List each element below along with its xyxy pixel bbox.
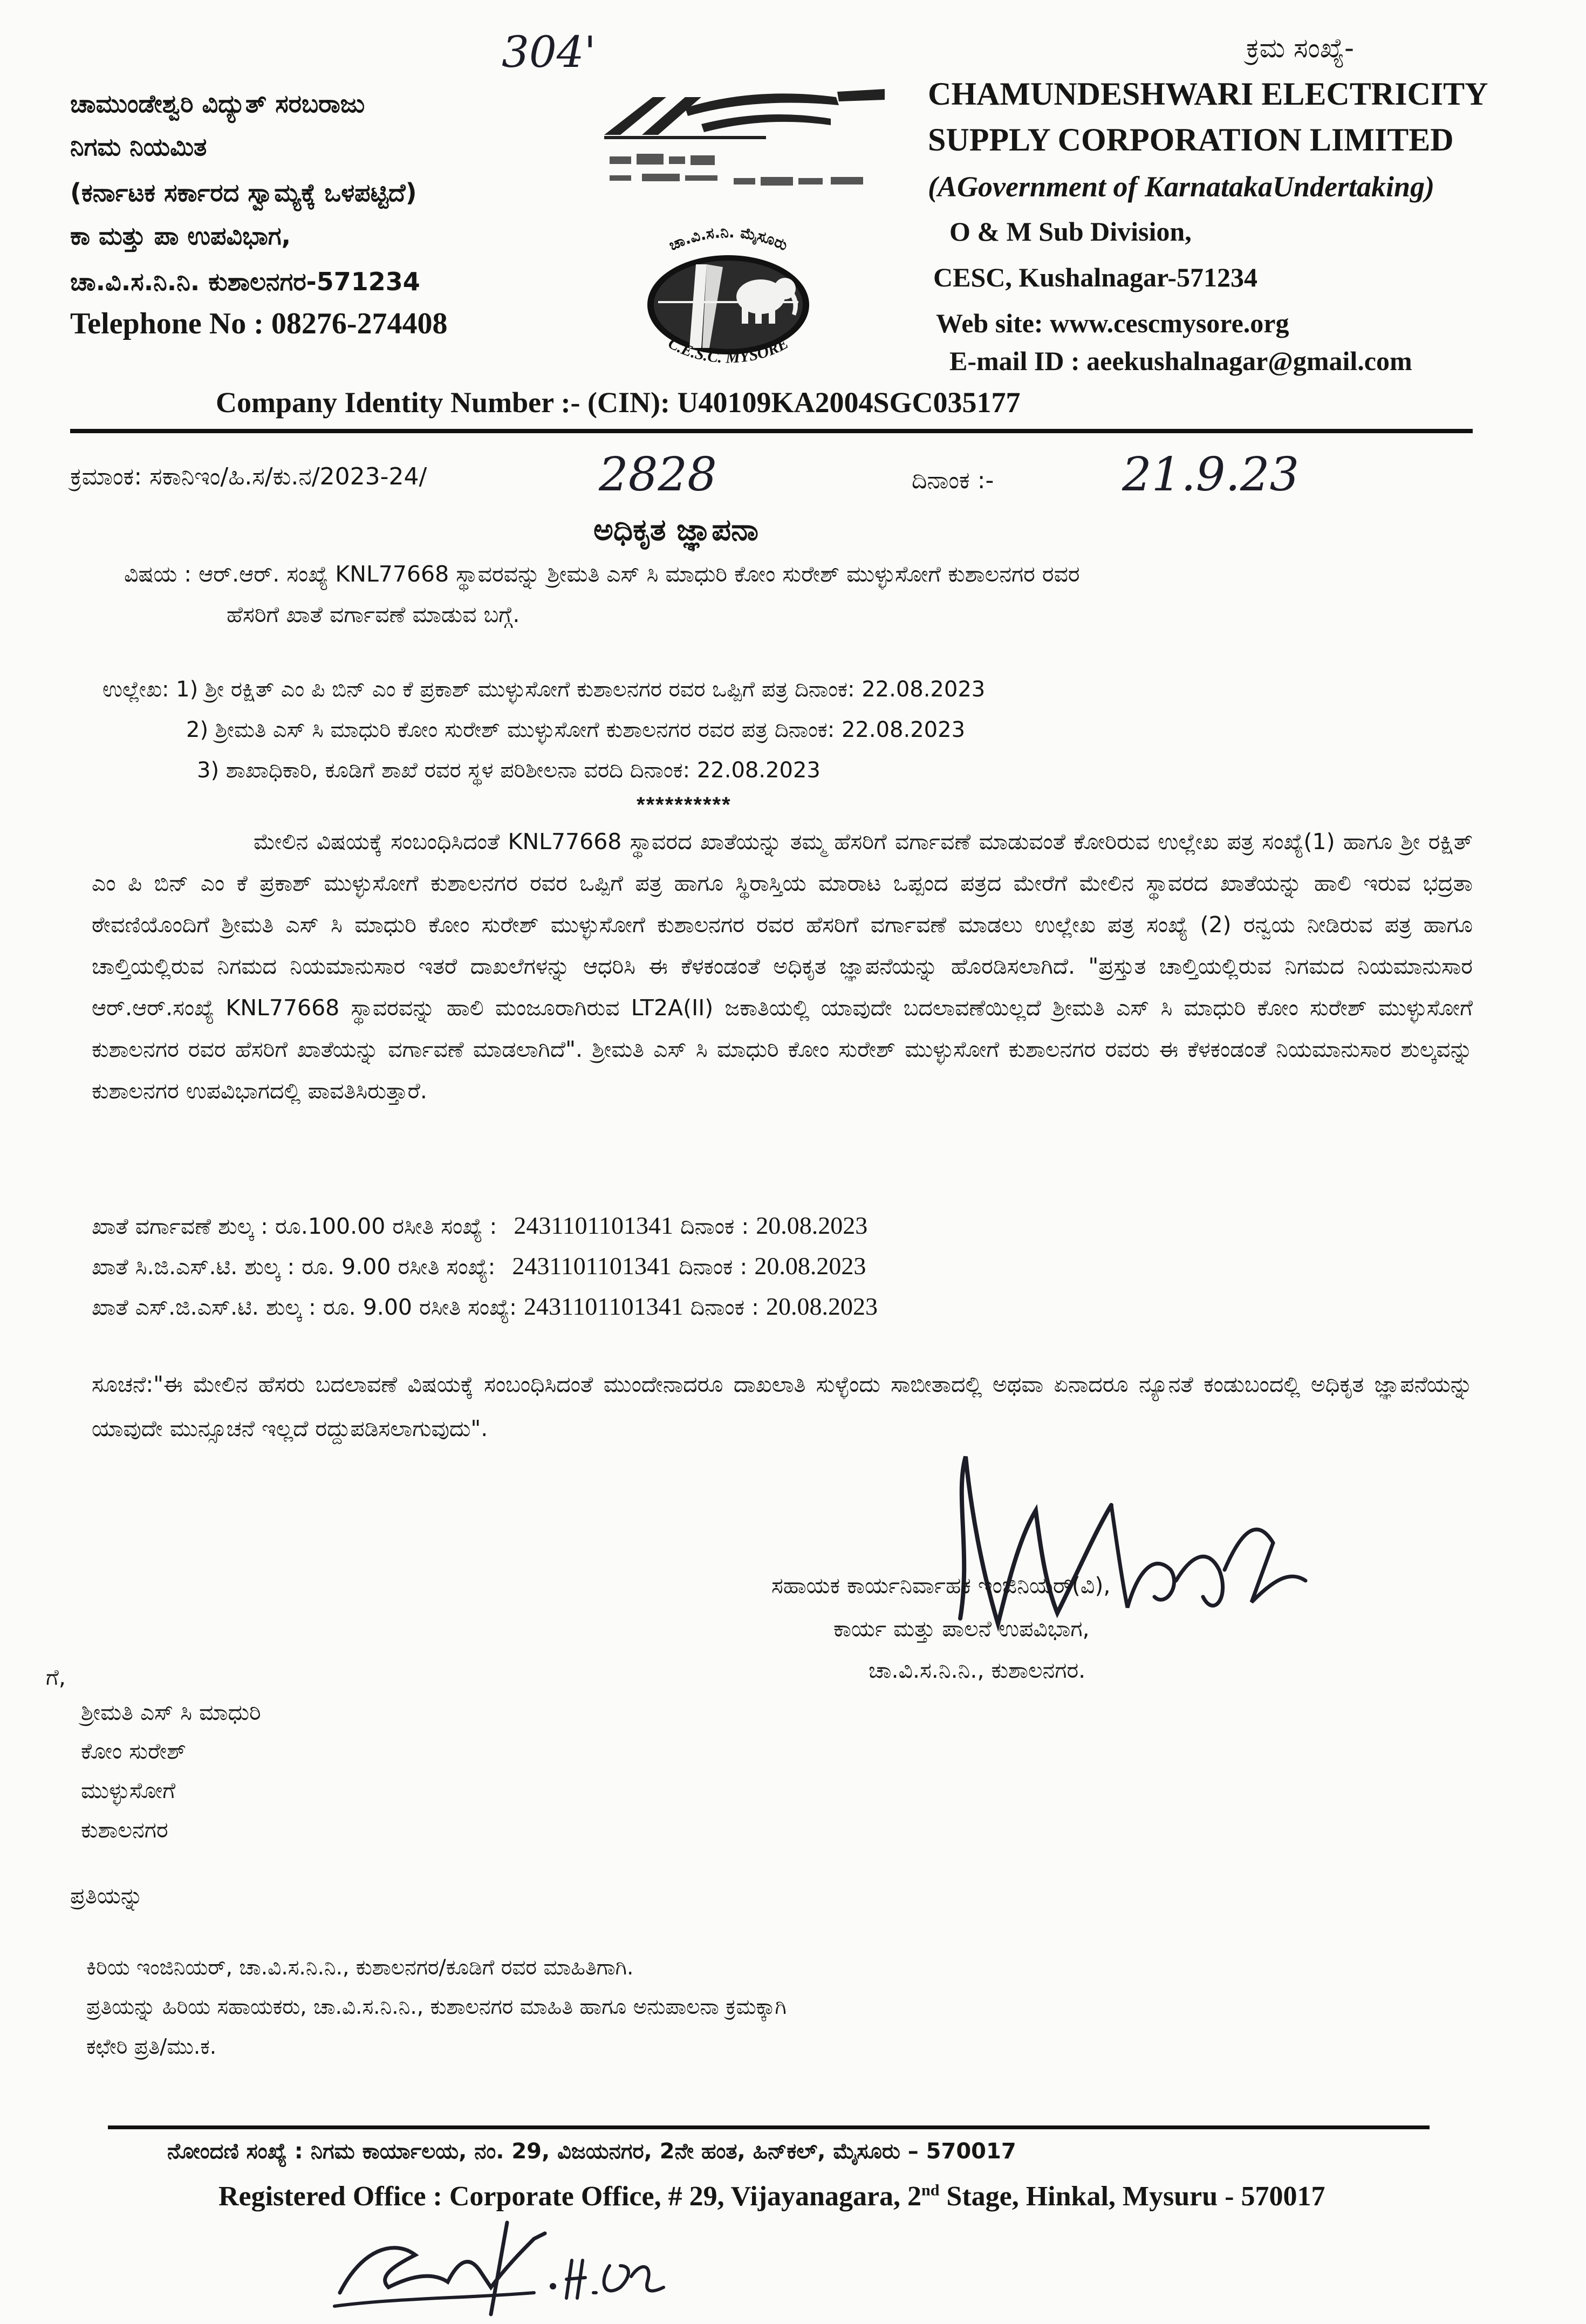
handwritten-date: 21.9.23 <box>1122 448 1300 502</box>
fee-date-label: ದಿನಾಂಕ : <box>680 1213 749 1239</box>
addressee-line-3: ಮುಳ್ಳುಸೋಗೆ <box>81 1778 176 1803</box>
header-divider <box>70 429 1473 433</box>
signatory-designation: ಸಹಾಯಕ ಕಾರ್ಯನಿರ್ವಾಹಕ ಇಂಜಿನಿಯರ್(ವಿ), <box>771 1573 1111 1598</box>
addressee-line-2: ಕೋಂ ಸುರೇಶ್ <box>81 1738 186 1764</box>
english-header-line-5: CESC, Kushalnagar-571234 <box>933 262 1258 292</box>
fee-label: ಖಾತೆ ಸಿ.ಜಿ.ಎಸ್.ಟಿ. ಶುಲ್ಕ : ರೂ. 9.00 ರಸೀತಿ ಸಂಖ್ಯೆ: <box>92 1254 496 1280</box>
subject-line-1: ವಿಷಯ : ಆರ್.ಆರ್. ಸಂಖ್ಯೆ KNL77668 ಸ್ಥಾವರವನ್ನು ಶ್ರೀಮತಿ ಎಸ್ ಸಿ ಮಾಧುರಿ ಕೋಂ ಸುರೇಶ್ ಮುಳ್ಳುಸೋಗೆ ಕುಶಾಲನಗರ ರವರ <box>124 561 1080 587</box>
footer-english-text: Registered Office : Corporate Office, # 29, Vijayanagara, 2 <box>218 2181 922 2212</box>
fee-receipt: 2431101101341 <box>524 1293 683 1320</box>
english-header-line-4: O & M Sub Division, <box>949 216 1192 247</box>
kannada-header-line-3: (ಕರ್ನಾಟಕ ಸರ್ಕಾರದ ಸ್ವಾಮ್ಯಕ್ಕೆ ಒಳಪಟ್ಟಿದೆ) <box>70 178 417 207</box>
website: Web site: www.cescmysore.org <box>936 308 1289 338</box>
fee-label: ಖಾತೆ ವರ್ಗಾವಣೆ ಶುಲ್ಕ : ರೂ.100.00 ರಸೀತಿ ಸಂಖ್ಯೆ : <box>92 1213 497 1239</box>
date-label: ದಿನಾಂಕ :- <box>912 467 994 494</box>
reference-item-2: 2) ಶ್ರೀಮತಿ ಎಸ್ ಸಿ ಮಾಧುರಿ ಕೋಂ ಸುರೇಶ್ ಮುಳ್ಳುಸೋಗೆ ಕುಶಾಲನಗರ ರವರ ಪತ್ರ ದಿನಾಂಕ: 22.08.2023 <box>186 717 966 742</box>
copy-label: ಪ್ರತಿಯನ್ನು <box>70 1883 143 1909</box>
fee-receipt: 2431101101341 <box>512 1252 672 1280</box>
body-paragraph: ಮೇಲಿನ ವಿಷಯಕ್ಕೆ ಸಂಬಂಧಿಸಿದಂತೆ KNL77668 ಸ್ಥಾವರದ ಖಾತೆಯನ್ನು ತಮ್ಮ ಹೆಸರಿಗೆ ವರ್ಗಾವಣೆ ಮಾಡುವಂತೆ ಕೋರಿರುವ ಉಲ್ಲೇಖ ಪತ್ರ ಸಂಖ್ಯೆ(1) ಹಾಗೂ ಶ್ರೀ ರಕ್ಷಿತ್ ಎಂ ಪಿ ಬಿನ್ ಎಂ ಕೆ ಪ್ರಕಾಶ್ ಮುಳ್ಳುಸೋಗೆ ಕುಶಾಲನಗರ ರವರ ಒಪ್ಪಿಗೆ ಪತ್ರ ಹಾಗೂ ಸ್ಥಿರಾಸ್ತಿಯ ಮಾರಾಟ ಒಪ್ಪಂದ ಪತ್ರದ ಮೇರೆಗೆ ಮೇಲಿನ ಸ್ಥಾವರದ ಖಾತೆಯನ್ನು ಹಾಲಿ ಇರುವ ಭದ್ರತಾ ಠೇವಣಿಯೊಂದಿಗೆ ಶ್ರೀಮತಿ ಎಸ್ ಸಿ ಮಾಧುರಿ ಕೋಂ ಸುರೇಶ್ ಮುಳ್ಳುಸೋಗೆ ಕುಶಾಲನಗರ ರವರ ಹೆಸರಿಗೆ ವರ್ಗಾವಣೆ ಮಾಡಲು ಉಲ್ಲೇಖ ಪತ್ರ ಸಂಖ್ಯೆ (2) ರನ್ವಯ ನೀಡಿರುವ ಪತ್ರ ಹಾಗೂ ಚಾಲ್ತಿಯಲ್ಲಿರುವ ನಿಗಮದ ನಿಯಮಾನುಸಾರ ಇತರೆ ದಾಖಲೆಗಳನ್ನು ಆಧರಿಸಿ ಈ ಕೆಳಕಂಡಂತೆ ಅಧಿಕೃತ ಜ್ಞಾಪನೆಯನ್ನು ಹೊರಡಿಸಲಾಗಿದೆ. "ಪ್ರಸ್ತುತ ಚಾಲ್ತಿಯಲ್ಲಿರುವ ನಿಗಮದ ನಿಯಮಾನುಸಾರ ಆರ್.ಆರ್.ಸಂಖ್ಯೆ KNL77668 ಸ್ಥಾವರವನ್ನು ಹಾಲಿ ಮಂಜೂರಾಗಿರುವ LT2A(II) ಜಕಾತಿಯಲ್ಲಿ ಯಾವುದೇ ಬದಲಾವಣೆಯಿಲ್ಲದೆ ಶ್ರೀಮತಿ ಎಸ್ ಸಿ ಮಾಧುರಿ ಕೋಂ ಸುರೇಶ್ ಮುಳ್ಳುಸೋಗೆ ಕುಶಾಲನಗರ ರವರ ಹೆಸರಿಗೆ ಖಾತೆಯನ್ನು ವರ್ಗಾವಣೆ ಮಾಡಲಾಗಿದೆ". ಶ್ರೀಮತಿ ಎಸ್ ಸಿ ಮಾಧುರಿ ಕೋಂ ಸುರೇಶ್ ಮುಳ್ಳುಸೋಗೆ ಕುಶಾಲನಗರ ರವರು ಈ ಕೆಳಕಂಡಂತೆ ನಿಯಮಾನುಸಾರ ಶುಲ್ಕವನ್ನು ಕುಶಾಲನಗರ ಉಪವಿಭಾಗದಲ್ಲಿ ಪಾವತಿಸಿರುತ್ತಾರೆ. <box>92 829 1473 1104</box>
kannada-header-line-1: ಚಾಮುಂಡೇಶ್ವರಿ ವಿದ್ಯುತ್ ಸರಬರಾಜು <box>70 89 365 118</box>
addressee-line-4: ಕುಶಾಲನಗರ <box>81 1817 168 1843</box>
logo-top-text: ಚಾ.ವಿ.ಸ.ನಿ. ಮೈಸೂರು <box>666 223 791 255</box>
separator: ********** <box>637 793 732 817</box>
fee-row <box>92 1211 867 1240</box>
logo-bottom-text: C.E.S.C. MYSORE <box>665 334 791 367</box>
cesc-emblem-logo <box>599 221 858 367</box>
reference-item-1: ಉಲ್ಲೇಖ: 1) ಶ್ರೀ ರಕ್ಷಿತ್ ಎಂ ಪಿ ಬಿನ್ ಎಂ ಕೆ ಪ್ರಕಾಶ್ ಮುಳ್ಳುಸೋಗೆ ಕುಶಾಲನಗರ ರವರ ಒಪ್ಪಿಗೆ ಪತ್ರ ದಿನಾಂಕ: 22.08.2023 <box>102 677 986 702</box>
footer-registered-office-kannada: ನೋಂದಣಿ ಸಂಖ್ಯೆ : ನಿಗಮ ಕಾರ್ಯಾಲಯ, ನಂ. 29, ವಿಜಯನಗರ, 2ನೇ ಹಂತ, ಹಿನ್‌ಕಲ್, ಮೈಸೂರು – 570017 <box>167 2139 1016 2164</box>
footer-english-text-end: Stage, Hinkal, Mysuru - 570017 <box>939 2181 1325 2212</box>
footer-registered-office-english <box>218 2181 1325 2212</box>
telephone: Telephone No : 08276-274408 <box>70 307 448 340</box>
serial-number-label: ಕ್ರಮ ಸಂಖ್ಯೆ- <box>1246 32 1355 64</box>
handwritten-initials <box>329 2217 717 2320</box>
fee-date: 20.08.2023 <box>754 1252 866 1280</box>
svg-text:ಚಾ.ವಿ.ಸ.ನಿ. ಮೈಸೂರು <box>666 223 791 254</box>
email: E-mail ID : aeekushalnagar@gmail.com <box>949 346 1412 376</box>
signatory-office: ಚಾ.ವಿ.ಸ.ನಿ.ನಿ., ಕುಶಾಲನಗರ. <box>869 1657 1086 1683</box>
english-header-line-2: SUPPLY CORPORATION LIMITED <box>928 122 1454 158</box>
kannada-header-line-5: ಚಾ.ವಿ.ಸ.ನಿ.ನಿ. ಕುಶಾಲನಗರ-571234 <box>70 267 420 296</box>
subject-line-2: ಹೆಸರಿಗೆ ಖಾತೆ ವರ್ಗಾವಣೆ ಮಾಡುವ ಬಗ್ಗೆ. <box>227 601 520 627</box>
copy-item-2: ಪ್ರತಿಯನ್ನು ಹಿರಿಯ ಸಹಾಯಕರು, ಚಾ.ವಿ.ಸ.ನಿ.ನಿ., ಕುಶಾಲನಗರ ಮಾಹಿತಿ ಹಾಗೂ ಅನುಪಾಲನಾ ಕ್ರಮಕ್ಕಾಗಿ <box>86 1995 787 2019</box>
cancellation-note: ಸೂಚನೆ:"ಈ ಮೇಲಿನ ಹೆಸರು ಬದಲಾವಣೆ ವಿಷಯಕ್ಕೆ ಸಂಬಂಧಿಸಿದಂತೆ ಮುಂದೇನಾದರೂ ದಾಖಲಾತಿ ಸುಳ್ಳೆಂದು ಸಾಬೀತಾದಲ್ಲಿ ಅಥವಾ ಏನಾದರೂ ನ್ಯೂನತೆ ಕಂಡುಬಂದಲ್ಲಿ ಅಧಿಕೃತ ಜ್ಞಾಪನೆಯನ್ನು ಯಾವುದೇ ಮುನ್ಸೂಚನೆ ಇಲ್ಲದೆ ರದ್ದುಪಡಿಸಲಾಗುವುದು". <box>92 1371 1473 1441</box>
reference-item-3: 3) ಶಾಖಾಧಿಕಾರಿ, ಕೂಡಿಗೆ ಶಾಖೆ ರವರ ಸ್ಥಳ ಪರಿಶೀಲನಾ ವರದಿ ದಿನಾಂಕ: 22.08.2023 <box>197 758 821 783</box>
fee-date: 20.08.2023 <box>765 1293 878 1320</box>
handwritten-reference-number: 2828 <box>599 448 717 502</box>
fee-row <box>92 1292 878 1321</box>
copy-item-3: ಕಛೇರಿ ಪ್ರತಿ/ಮು.ಕ. <box>86 2035 217 2059</box>
fee-label: ಖಾತೆ ಎಸ್.ಜಿ.ಎಸ್.ಟಿ. ಶುಲ್ಕ : ರೂ. 9.00 ರಸೀತಿ ಸಂಖ್ಯೆ: <box>92 1294 517 1320</box>
footer-divider <box>108 2125 1430 2129</box>
addressee-line-1: ಶ್ರೀಮತಿ ಎಸ್ ಸಿ ಮಾಧುರಿ <box>81 1699 261 1725</box>
signatory-department: ಕಾರ್ಯ ಮತ್ತು ಪಾಲನೆ ಉಪವಿಭಾಗ, <box>833 1616 1090 1642</box>
fee-receipt: 2431101101341 <box>514 1212 673 1239</box>
fee-date: 20.08.2023 <box>756 1212 868 1239</box>
company-identity-number: Company Identity Number :- (CIN): U40109KA2004SGC035177 <box>216 386 1021 419</box>
kannada-header-line-4: ಕಾ ಮತ್ತು ಪಾ ಉಪವಿಭಾಗ, <box>70 221 291 250</box>
kannada-header-line-2: ನಿಗಮ ನಿಯಮಿತ <box>70 132 207 161</box>
cesc-wordmark-logo <box>593 76 895 205</box>
to-label: ಗೆ, <box>46 1664 66 1690</box>
footer-english-superscript: nd <box>921 2181 940 2199</box>
handwritten-top-number: 304' <box>502 27 596 77</box>
reference-label: ಕ್ರಮಾಂಕ: ಸಕಾನಿಇಂ/ಹಿ.ಸ/ಕು.ನ/2023-24/ <box>70 463 427 490</box>
copy-item-1: ಕಿರಿಯ ಇಂಜಿನಿಯರ್, ಚಾ.ವಿ.ಸ.ನಿ.ನಿ., ಕುಶಾಲನಗರ/ಕೂಡಿಗೆ ರವರ ಮಾಹಿತಿಗಾಗಿ. <box>86 1956 634 1980</box>
fee-date-label: ದಿನಾಂಕ : <box>690 1294 759 1320</box>
fee-row <box>92 1252 866 1280</box>
english-header-line-3: (AGovernment of KarnatakaUndertaking) <box>928 170 1435 203</box>
english-header-line-1: CHAMUNDESHWARI ELECTRICITY <box>928 76 1488 112</box>
fee-date-label: ದಿನಾಂಕ : <box>679 1254 748 1280</box>
document-title: ಅಧಿಕೃತ ಜ್ಞಾಪನಾ <box>593 512 758 548</box>
